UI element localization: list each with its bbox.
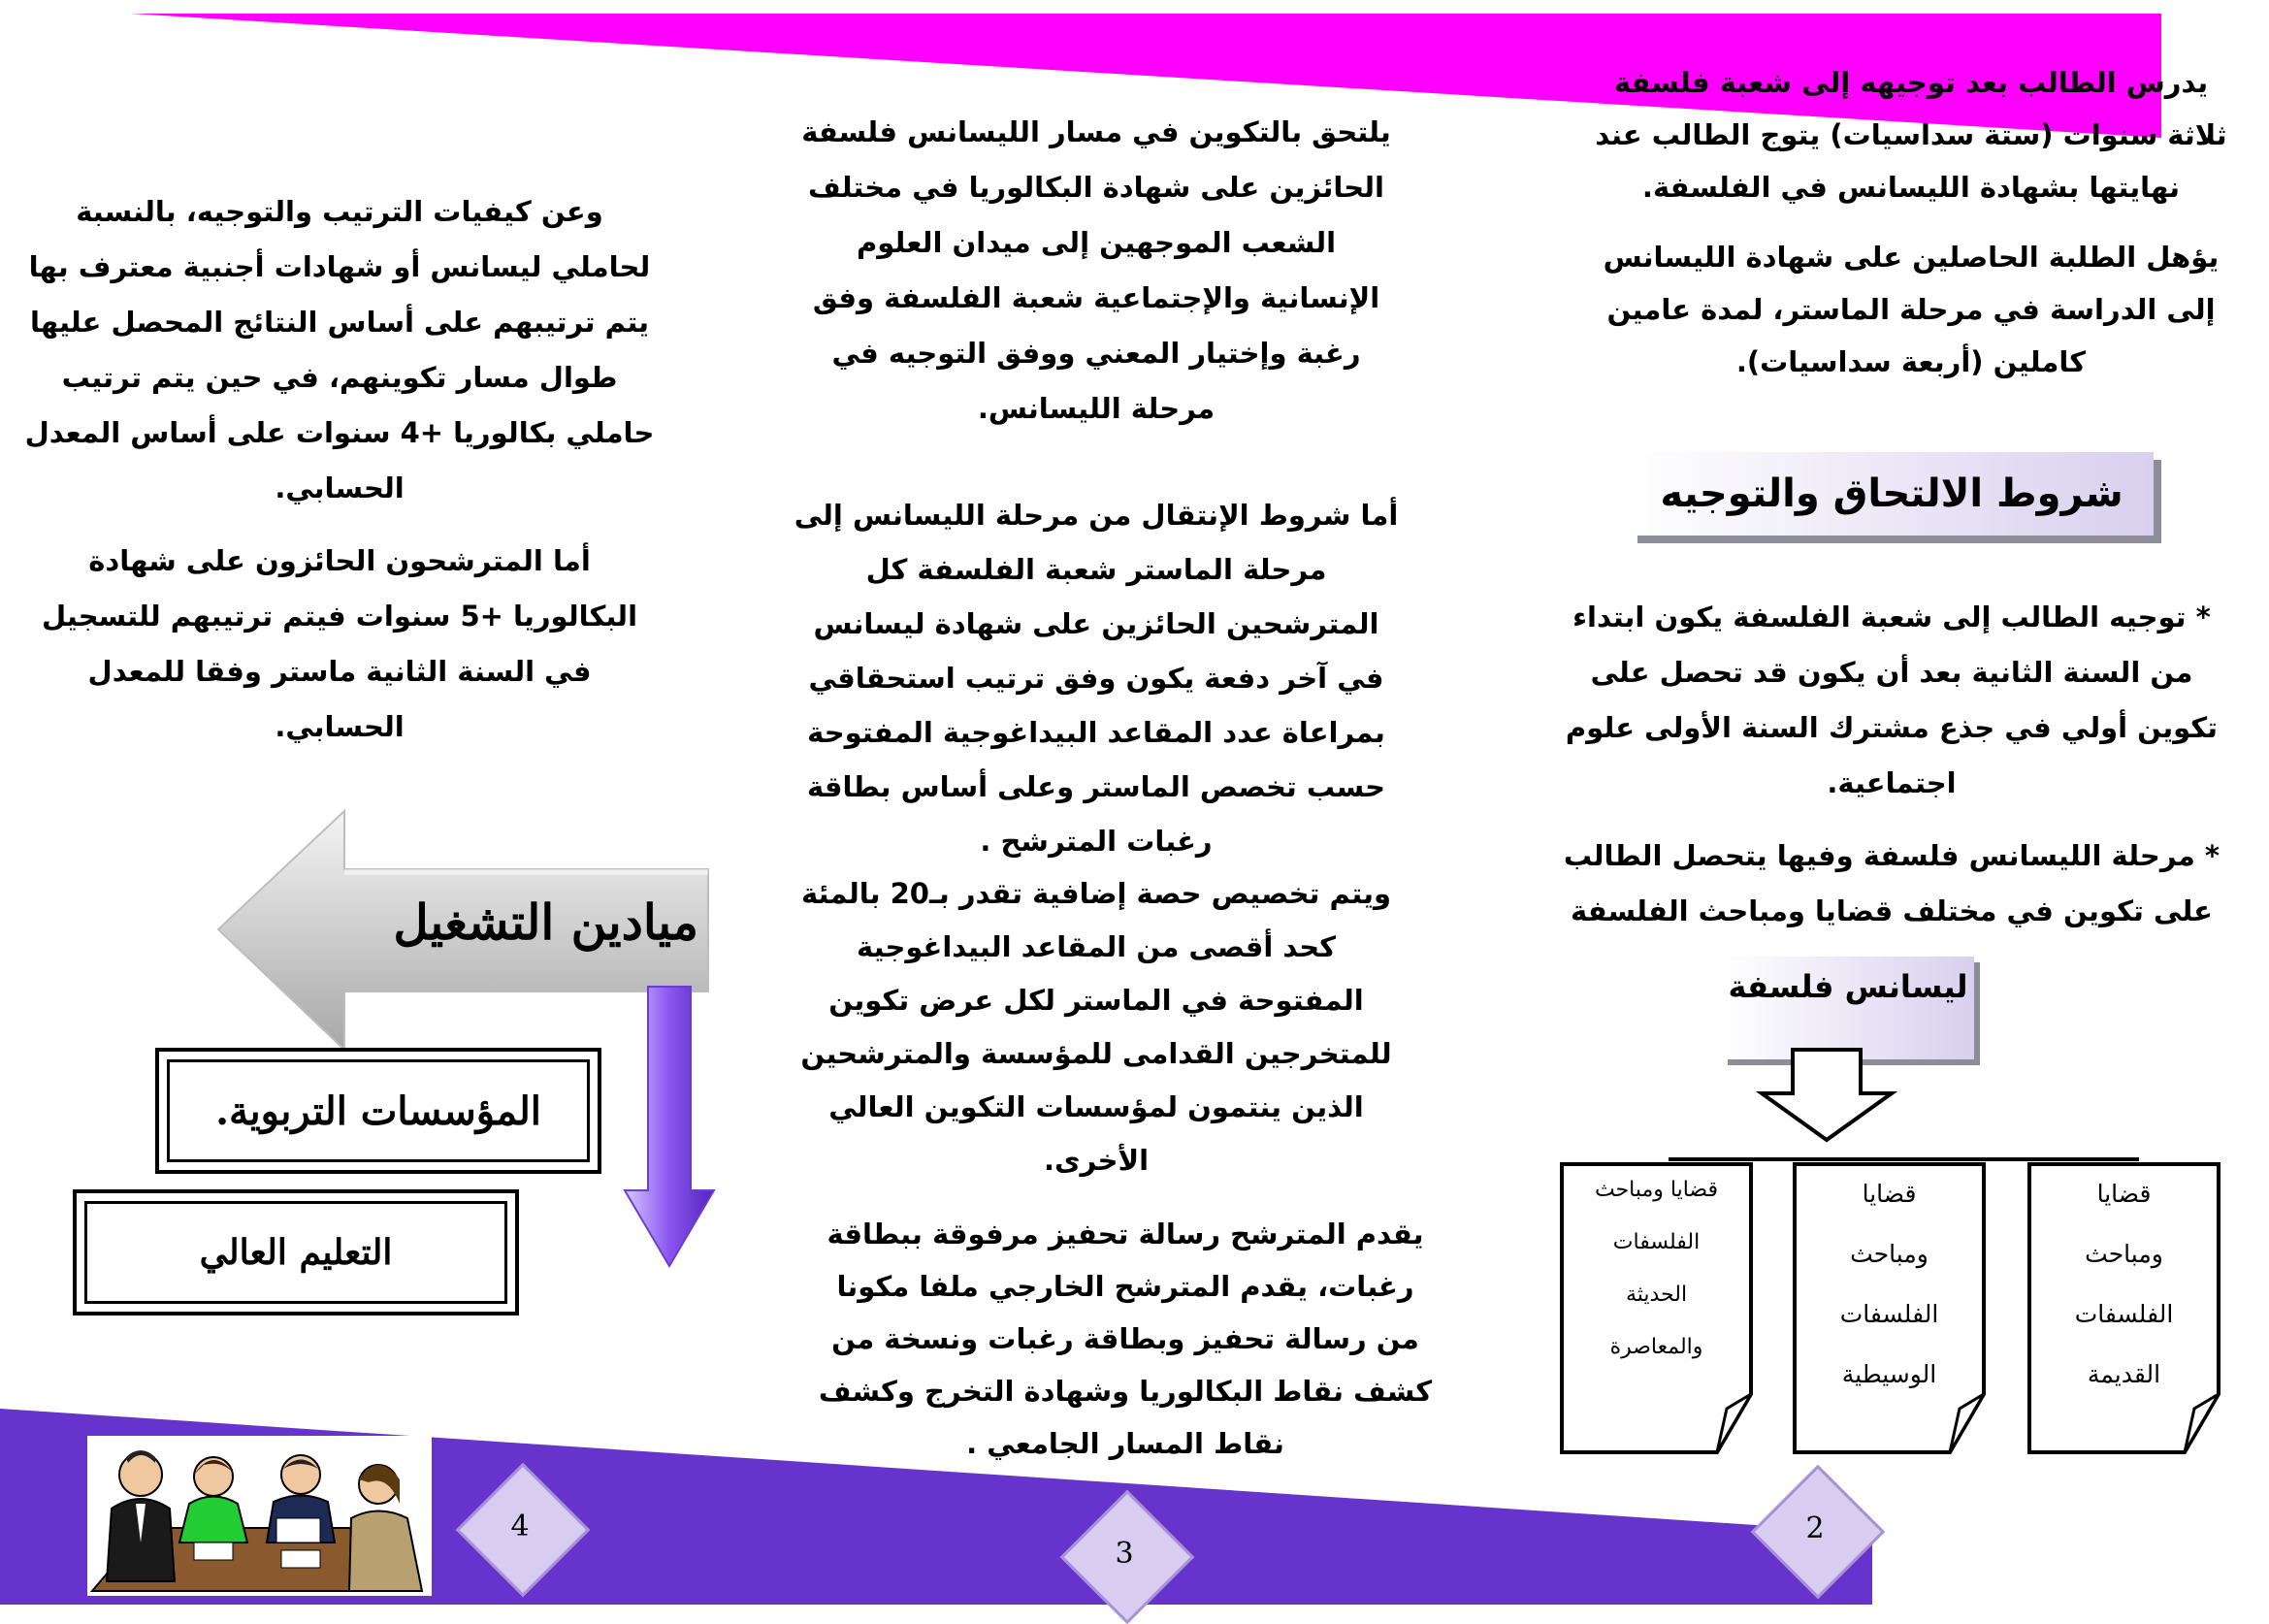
box-educational-institutions-label: المؤسسات التربوية. <box>167 1059 590 1162</box>
box-higher-education <box>73 1189 519 1315</box>
down-arrow-connector <box>1649 1043 2154 1169</box>
master-paragraph: يؤهل الطلبة الحاصلين على شهادة الليسانس إلى الدراسة في مرحلة الماستر، لمدة عامين كاملين (أربعة سداسيات). <box>1603 241 2220 378</box>
card-medieval-philosophy <box>1799 1164 1979 1405</box>
panel4-text <box>24 184 655 772</box>
purple-down-arrow <box>621 985 718 1276</box>
card-line: قضايا <box>1862 1180 1917 1208</box>
page-number-4: 4 <box>510 1510 530 1543</box>
card-line: ومباحث <box>1850 1240 1929 1268</box>
card-line: الفلسفات <box>2074 1300 2174 1328</box>
box-higher-education-label: التعليم العالي <box>84 1201 507 1304</box>
page-number-2: 2 <box>1805 1511 1825 1545</box>
panel2-intro <box>1591 56 2231 406</box>
bac5-paragraph: أما المترشحون الحائزون على شهادة البكالوريا +5 سنوات فيتم ترتيبهم للتسجيل في السنة الثانية ماستر وفقا للمعدل الحسابي. <box>41 544 638 743</box>
card-line: الوسيطية <box>1841 1360 1937 1388</box>
card-line: القديمة <box>2087 1360 2161 1388</box>
card-ancient-philosophy <box>2034 1164 2214 1405</box>
panel3-para3: ويتم تخصيص حصة إضافية تقدر بـ20 بالمئة كحد أقصى من المقاعد البيداغوجية المفتوحة في الماستر لكل عرض تكوين للمتخرجين القدامى للمؤسسة والمترشحين الذين ينتمون لمؤسسات التكوين العالي الأخرى. <box>800 877 1392 1177</box>
ranking-paragraph: وعن كيفيات الترتيب والتوجيه، بالنسبة لحاملي ليسانس أو شهادات أجنبية معترف بها يتم ترتيبهم على أساس النتائج المحصل عليها طوال مسار تكوينهم، في حين يتم ترتيب حاملي بكالوريا +4 سنوات على أساس المعدل الحسابي. <box>24 195 655 504</box>
box-educational-institutions <box>155 1048 601 1174</box>
intro-paragraph: يدرس الطالب بعد توجيهه إلى شعبة فلسفة ثلاثة سنوات (ستة سداسيات) يتوج الطالب عند نهايتها بشهادة الليسانس في الفلسفة. <box>1595 66 2227 204</box>
card-line: قضايا ومباحث <box>1594 1178 1719 1202</box>
section-title-admission: شروط الالتحاق والتوجيه <box>1630 452 2154 536</box>
panel3-para1: يلتحق بالتكوين في مسار الليسانس فلسفة الحائزين على شهادة البكالوريا في مختلف الشعب الموجهين إلى ميدان العلوم الإنسانية والإجتماعية شعبة الفلسفة وفق رغبة وإختيار المعني ووفق التوجيه في مرحلة الليسانس. <box>801 115 1391 425</box>
card-modern-philosophy <box>1567 1164 1746 1374</box>
panel3-para4: يقدم المترشح رسالة تحفيز مرفوقة ببطاقة رغبات، يقدم المترشح الخارجي ملفا مكونا من رسالة تحفيز وبطاقة رغبات ونسخة من كشف نقاط البكالوريا وشهادة التخرج وكشف نقاط المسار الجامعي . <box>818 1218 1433 1460</box>
license-philosophy-box: ليسانس فلسفة <box>1722 957 1974 1059</box>
card-line: ومباحث <box>2085 1240 2163 1268</box>
card-line: الفلسفات <box>1612 1230 1701 1254</box>
card-line: والمعاصرة <box>1609 1335 1703 1359</box>
card-line: الفلسفات <box>1839 1300 1939 1328</box>
card-line: الحديثة <box>1625 1283 1688 1307</box>
bullet-orientation: * توجيه الطالب إلى شعبة الفلسفة يكون ابتداء من السنة الثانية بعد أن يكون قد تحصل على تكوين أولي في جذع مشترك السنة الأولى علوم اجتماعية. <box>1565 601 2219 799</box>
page-number-3: 3 <box>1115 1537 1134 1571</box>
card-line: قضايا <box>2096 1180 2152 1208</box>
panel3-para2: أما شروط الإنتقال من مرحلة الليسانس إلى مرحلة الماستر شعبة الفلسفة كل المترشحين الحائزين على شهادة ليسانس في آخر دفعة يكون وفق ترتيب استحقاقي بمراعاة عدد المقاعد البيداغوجية المفتوحة حسب تخصص الماستر وعلى أساس بطاقة رغبات المترشح . <box>794 499 1399 858</box>
employment-fields-title: ميادين التشغيل <box>393 893 698 951</box>
bullet-license-stage: * مرحلة الليسانس فلسفة وفيها يتحصل الطالب على تكوين في مختلف قضايا ومباحث الفلسفة <box>1563 839 2220 927</box>
business-meeting-illustration <box>87 1436 432 1596</box>
panel2-bullets <box>1557 590 2226 957</box>
